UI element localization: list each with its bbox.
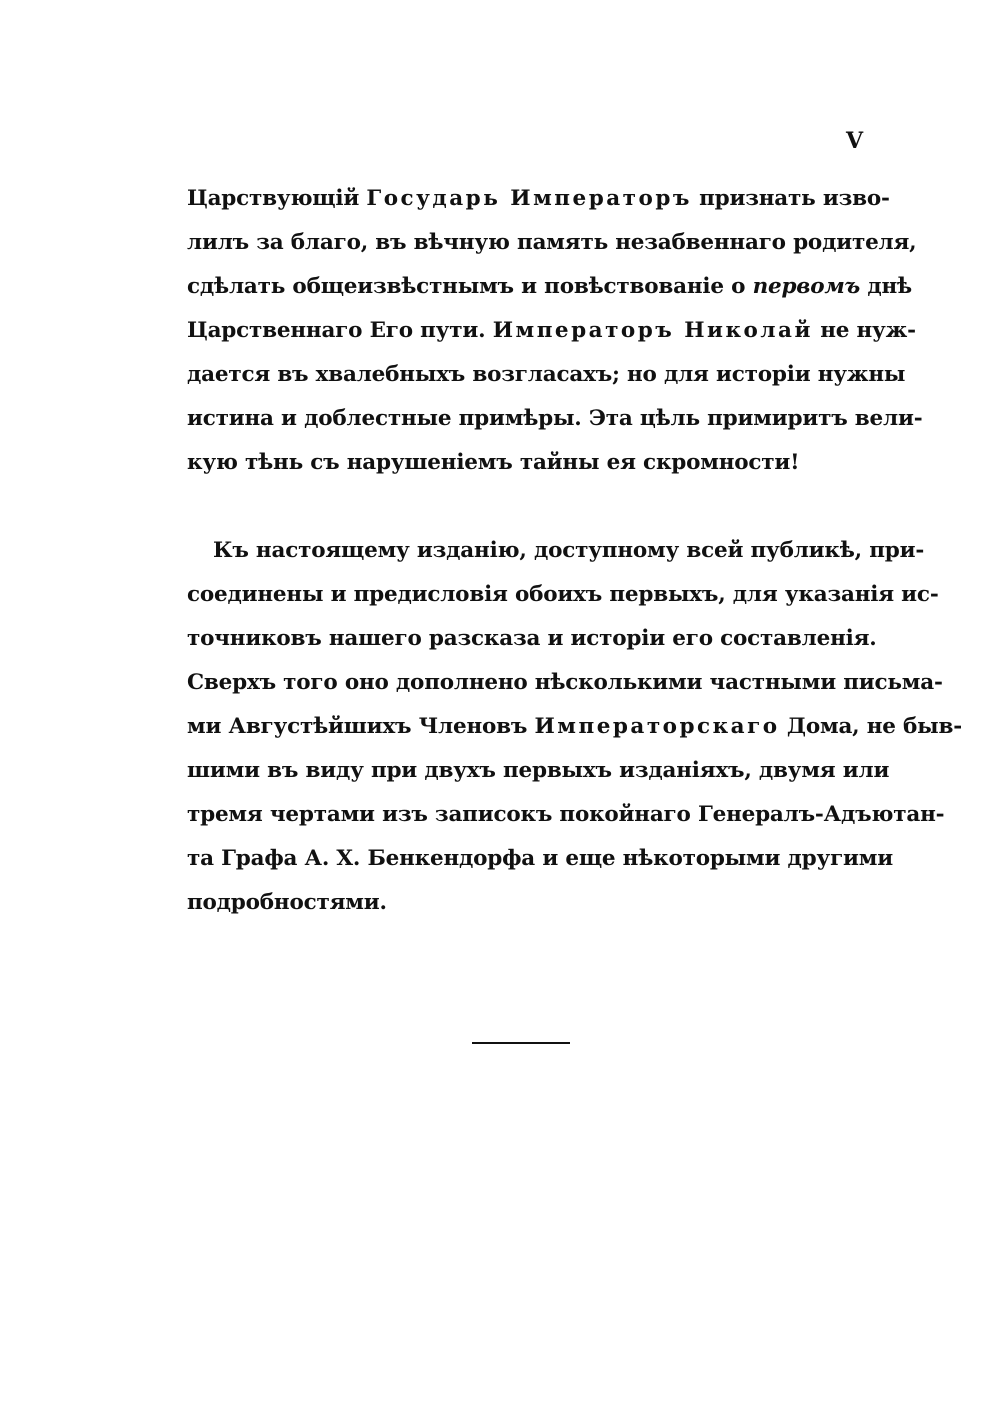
text-span: Царственнаго Его пути. — [187, 318, 493, 343]
emphasized-title: Императорскаго — [534, 714, 780, 739]
text-span: Царствующій — [187, 186, 367, 211]
text-span: сдѣлать общеизвѣстнымъ и повѣствованіе о — [187, 274, 753, 299]
text-line: подробностями. — [187, 890, 387, 915]
text-line: истина и доблестные примѣры. Эта цѣль примиритъ вели- — [187, 406, 923, 431]
text-line: дается въ хвалебныхъ возгласахъ; но для исторіи нужны — [187, 362, 906, 387]
section-divider — [472, 1042, 570, 1044]
emphasized-title: Императоръ Николай — [492, 318, 813, 343]
text-span: днѣ — [860, 274, 912, 299]
text-span: Дома, не быв- — [779, 714, 963, 739]
text-line: лилъ за благо, въ вѣчную память незабвеннаго родителя, — [187, 230, 917, 255]
text-line: точниковъ нашего разсказа и исторіи его составленія. — [187, 626, 877, 651]
text-line: Сверхъ того оно дополнено нѣсколькими частными письма- — [187, 670, 943, 695]
text-line — [187, 714, 963, 754]
text-line: Къ настоящему изданію, доступному всей публикѣ, при- — [213, 538, 925, 563]
text-line: соединены и предисловія обоихъ первыхъ, для указанія ис- — [187, 582, 939, 607]
text-line — [187, 318, 916, 358]
text-line: та Графа А. Х. Бенкендорфа и еще нѣкоторыми другими — [187, 846, 894, 871]
text-span: ми Августѣйшихъ Членовъ — [187, 714, 535, 739]
text-line: шими въ виду при двухъ первыхъ изданіяхъ, двумя или — [187, 758, 890, 783]
italic-word: первомъ — [752, 274, 861, 299]
text-line — [187, 274, 912, 314]
emphasized-title: Государь Императоръ — [366, 186, 692, 211]
text-line: кую тѣнь съ нарушеніемъ тайны ея скромности! — [187, 450, 800, 475]
text-span: признать изво- — [691, 186, 890, 211]
page-number: V — [846, 128, 864, 154]
text-span: не нуж- — [812, 318, 916, 343]
text-line — [187, 186, 890, 226]
text-line: тремя чертами изъ записокъ покойнаго Генералъ-Адъютан- — [187, 802, 945, 827]
